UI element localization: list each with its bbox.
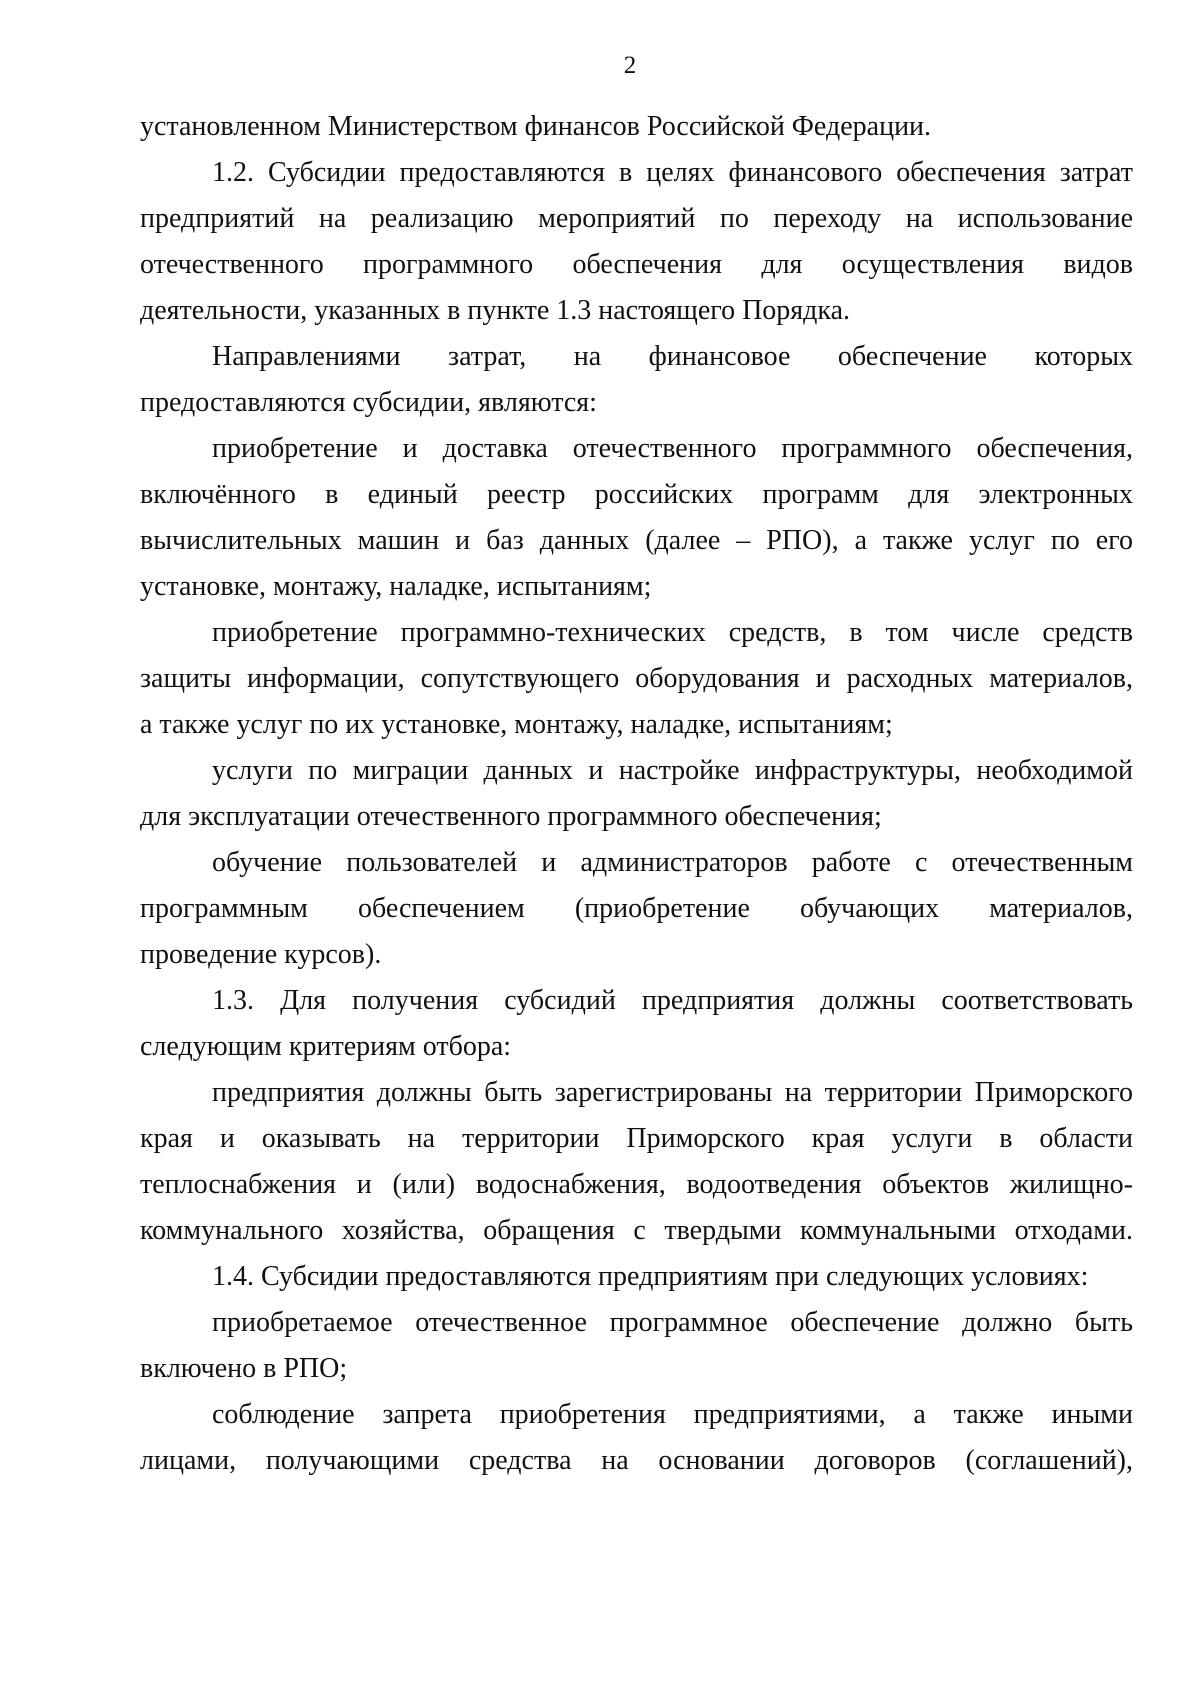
text-line: приобретение программно-технических средств, в том числе средств [212,617,1133,648]
text-line: деятельности, указанных в пункте 1.3 настоящего Порядка. [140,295,851,326]
text-line: обучение пользователей и администраторов работе с отечественным [212,847,1133,878]
text-line: предоставляются субсидии, являются: [140,387,597,418]
text-line: края и оказывать на территории Приморского края услуги в области [140,1123,1133,1154]
text-line: для эксплуатации отечественного программного обеспечения; [140,801,882,832]
text-line: лицами, получающими средства на основании договоров (соглашений), [140,1445,1133,1476]
text-line: 1.2. Субсидии предоставляются в целях финансового обеспечения затрат [212,157,1133,188]
text-line: коммунального хозяйства, обращения с твердыми коммунальными отходами. [140,1215,1133,1246]
text-line: приобретение и доставка отечественного программного обеспечения, [212,433,1133,464]
text-line: теплоснабжения и (или) водоснабжения, водоотведения объектов жилищно- [140,1169,1133,1200]
document-body [140,104,1133,1484]
text-line: а также услуг по их установке, монтажу, наладке, испытаниям; [140,709,893,740]
text-line: установке, монтажу, наладке, испытаниям; [140,571,652,602]
text-line: предприятий на реализацию мероприятий по переходу на использование [140,203,1133,234]
text-line: 1.3. Для получения субсидий предприятия должны соответствовать [212,985,1133,1016]
text-line: приобретаемое отечественное программное обеспечение должно быть [212,1307,1133,1338]
page-number: 2 [623,52,637,79]
text-line: программным обеспечением (приобретение обучающих материалов, [140,893,1133,924]
text-line: проведение курсов). [140,939,382,970]
text-line: включённого в единый реестр российских программ для электронных [140,479,1133,510]
text-line: установленном Министерством финансов Российской Федерации. [140,111,932,142]
text-line: услуги по миграции данных и настройке инфраструктуры, необходимой [212,755,1133,786]
text-line: соблюдение запрета приобретения предприятиями, а также иными [212,1399,1133,1430]
text-line: защиты информации, сопутствующего оборудования и расходных материалов, [140,663,1133,694]
text-line: включено в РПО; [140,1353,348,1384]
text-line: 1.4. Субсидии предоставляются предприятиям при следующих условиях: [212,1261,1089,1292]
text-line: Направлениями затрат, на финансовое обеспечение которых [212,341,1133,372]
text-line: отечественного программного обеспечения для осуществления видов [140,249,1133,280]
text-line: вычислительных машин и баз данных (далее – РПО), а также услуг по его [140,525,1133,556]
text-line: предприятия должны быть зарегистрированы на территории Приморского [212,1077,1133,1108]
text-line: следующим критериям отбора: [140,1031,512,1062]
